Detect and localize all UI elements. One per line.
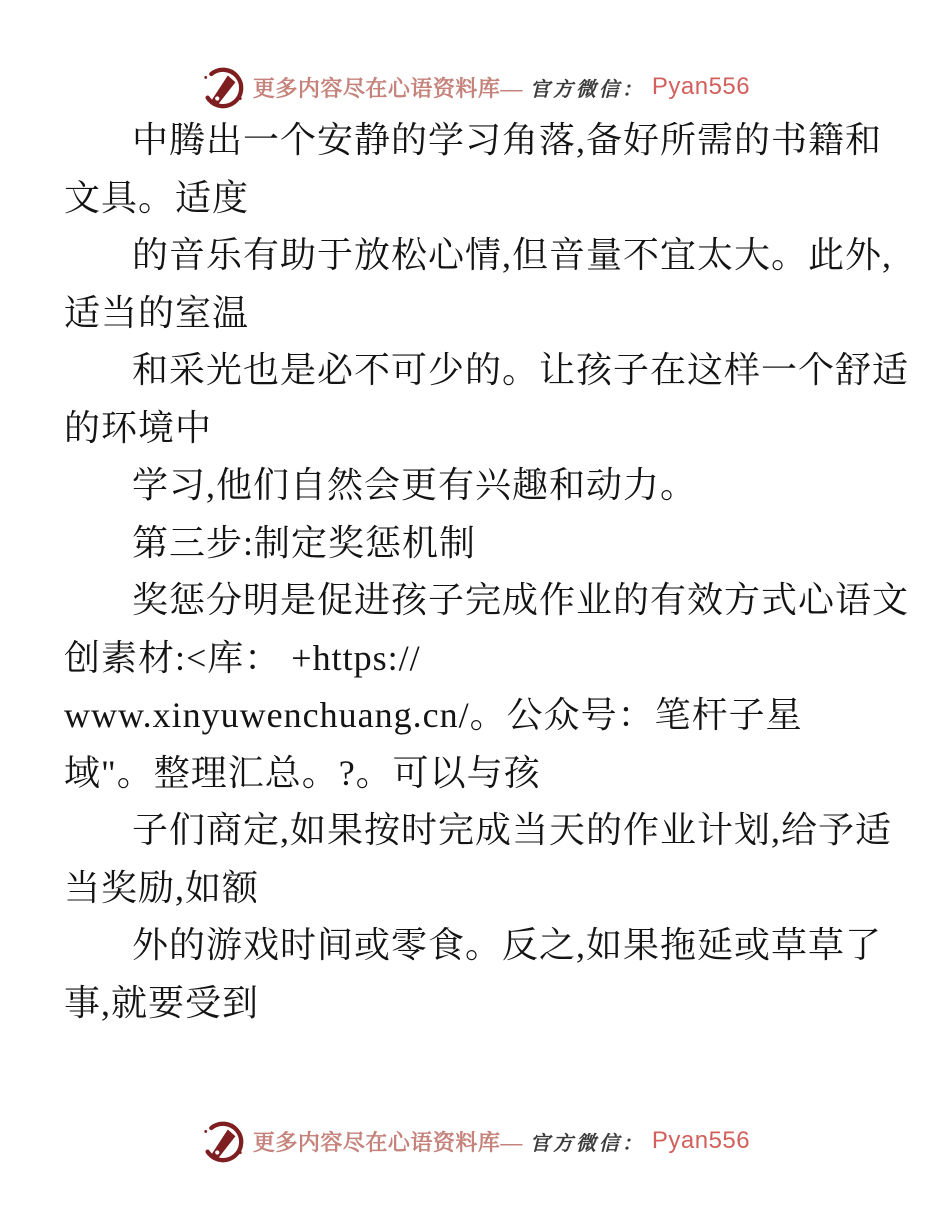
wechat-label: 官方微信： — [529, 1132, 645, 1155]
document-body — [64, 112, 910, 1032]
footer-watermark — [0, 1118, 950, 1164]
text-line: 创素材:<库： +https:// — [64, 637, 421, 678]
text-line: 奖惩分明是促进孩子完成作业的有效方式心语文 — [132, 580, 910, 620]
text-line: www.xinyuwenchuang.cn/。公众号：笔杆子星 — [64, 695, 803, 735]
text-line: 域"。整理汇总。?。可以与孩 — [64, 752, 541, 793]
text-line: 第三步:制定奖惩机制 — [132, 522, 477, 563]
text-line: 文具。适度 — [64, 177, 250, 218]
text-line: 子们商定,如果按时完成当天的作业计划,给予适 — [132, 810, 893, 850]
pen-circle-logo-icon — [200, 1118, 246, 1164]
text-line: 的音乐有助于放松心情,但音量不宜太大。此外, — [132, 235, 893, 275]
text-line: 中腾出一个安静的学习角落,备好所需的书籍和 — [132, 120, 883, 160]
wechat-id: Pyan556 — [651, 1127, 751, 1154]
pen-circle-logo-icon — [200, 64, 246, 110]
text-line: 的环境中 — [64, 407, 213, 448]
text-line: 适当的室温 — [64, 292, 250, 333]
text-line: 当奖励,如额 — [64, 867, 260, 908]
header-watermark — [0, 64, 950, 110]
brand-text: 更多内容尽在心语资料库— — [252, 1129, 523, 1155]
wechat-label: 官方微信： — [529, 78, 645, 101]
text-line: 和采光也是必不可少的。让孩子在这样一个舒适 — [132, 350, 910, 390]
text-line: 事,就要受到 — [64, 982, 260, 1023]
text-line: 学习,他们自然会更有兴趣和动力。 — [132, 465, 698, 505]
text-line: 外的游戏时间或零食。反之,如果拖延或草草了 — [132, 925, 883, 965]
wechat-id: Pyan556 — [651, 73, 751, 100]
brand-text: 更多内容尽在心语资料库— — [252, 75, 523, 101]
